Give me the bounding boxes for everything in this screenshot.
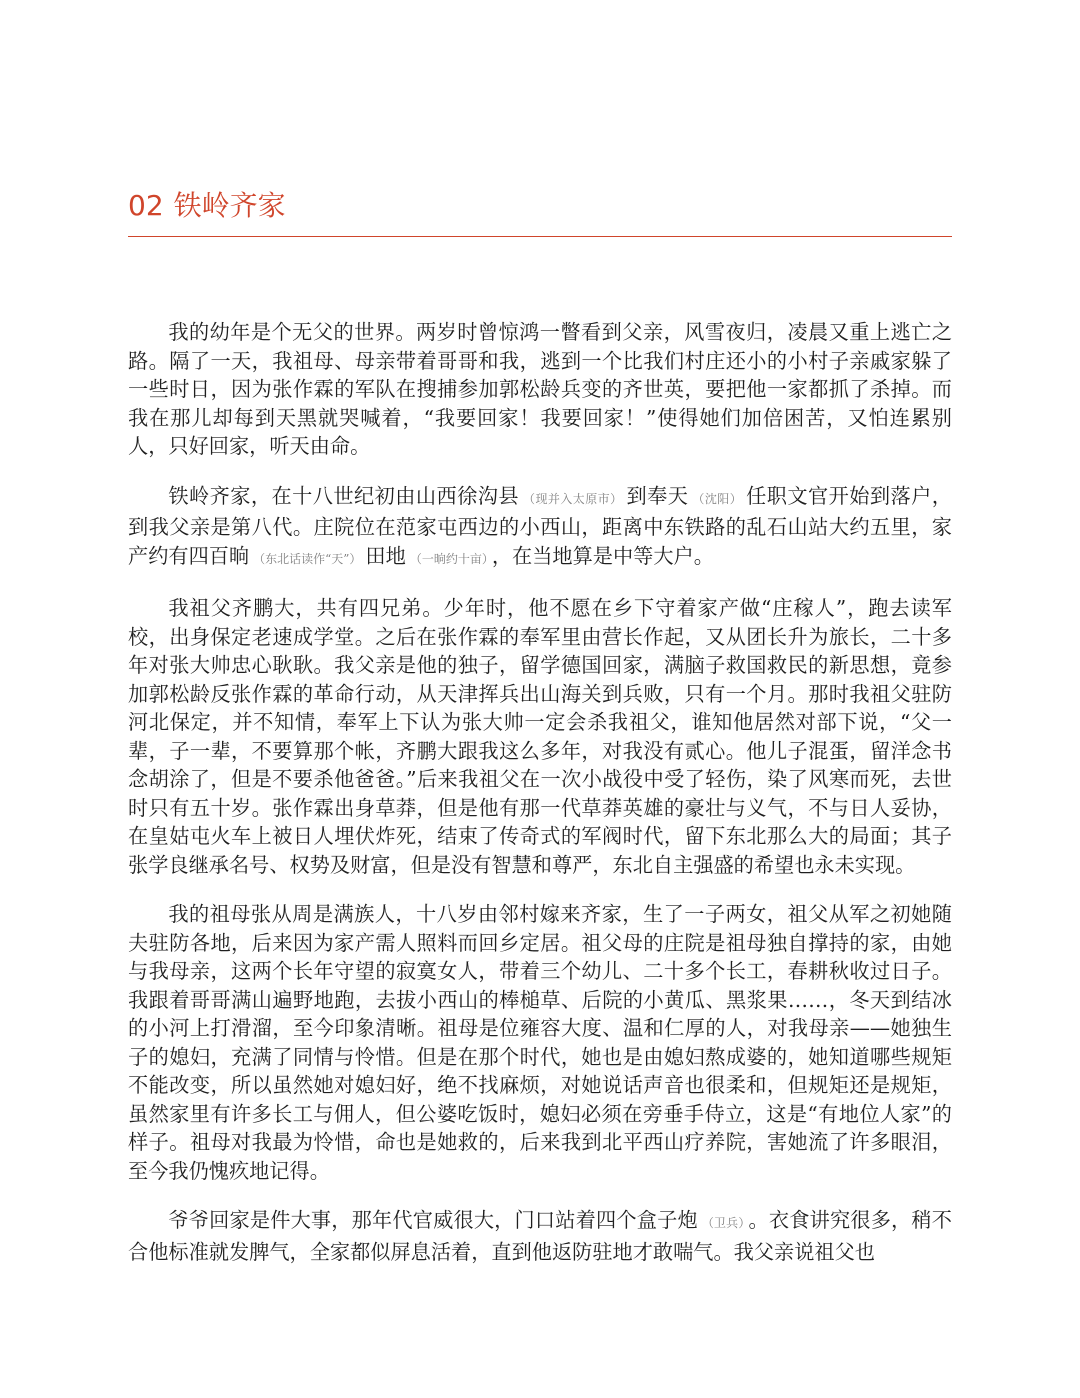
annotation-note: （一晌约十亩） [409, 551, 488, 566]
chapter-number: 02 [128, 189, 164, 222]
annotation-note: （沈阳） [692, 491, 743, 506]
annotation-note: （卫兵） [701, 1216, 745, 1230]
text-segment: 我祖父齐鹏大，共有四兄弟。少年时，他不愿在乡下守着家产做“庄稼人”，跑去读军校，出身保定老速成学堂。之后在张作霖的奉军里由营长作起，又从团长升为旅长，二十多年对张大帅忠心耿耿。我父亲是他的独子，留学德国回家，满脑子救国救民的新思想，竟参加郭松龄反张作霖的革命行动，从天津挥兵出山海关到兵败，只有一个月。那时我祖父驻防河北保定，并不知情，奉军上下认为张大帅一定会杀我祖父，谁知他居然对部下说，“父一辈，子一辈，不要算那个帐，齐鹏大跟我这么多年，对我没有贰心。他儿子混蛋，留洋念书念胡涂了，但是不要杀他爸爸。”后来我祖父在一次小战役中受了轻伤，染了风寒而死，去世时只有五十岁。张作霖出身草莽，但是他有那一代草莽英雄的豪壮与义气，不与日人妥协，在皇姑屯火车上被日人埋伏炸死，结束了传奇式的军阀时代，留下东北那么大的局面；其子张学良继承名号、权势及财富，但是没有智慧和尊严，东北自主强盛的希望也永未实现。 [128, 596, 952, 877]
title-divider [128, 236, 952, 237]
chapter-title [128, 186, 952, 226]
text-segment: 铁岭齐家，在十八世纪初由山西徐沟县 [168, 483, 520, 508]
paragraph [128, 318, 952, 461]
paragraph [128, 594, 952, 879]
paragraph [128, 482, 952, 574]
body-text [128, 318, 952, 1287]
text-segment: 我的幼年是个无父的世界。两岁时曾惊鸿一瞥看到父亲，风雪夜归，凌晨又重上逃亡之路。隔了一天，我祖母、母亲带着哥哥和我，逃到一个比我们村庄还小的小村子亲戚家躲了一些时日，因为张作霖的军队在搜捕参加郭松龄兵变的齐世英，要把他一家都抓了杀掉。而我在那儿却每到天黑就哭喊着，“我要回家！我要回家！”使得她们加倍困苦，又怕连累别人，只好回家，听天由命。 [128, 320, 952, 458]
chapter-title-text: 铁岭齐家 [173, 189, 286, 222]
text-segment: 到奉天 [626, 483, 689, 508]
chapter-header [128, 186, 952, 237]
text-segment: ，在当地算是中等大户。 [491, 543, 714, 568]
text-segment: 爷爷回家是件大事，那年代官威很大，门口站着四个盒子炮 [168, 1208, 698, 1232]
paragraph [128, 900, 952, 1185]
paragraph [128, 1206, 952, 1266]
text-segment: 田地 [365, 543, 406, 568]
text-segment: 我的祖母张从周是满族人，十八岁由邻村嫁来齐家，生了一子两女，祖父从军之初她随夫驻防各地，后来因为家产需人照料而回乡定居。祖父母的庄院是祖母独自撑持的家，由她与我母亲，这两个长年守望的寂寞女人，带着三个幼儿、二十多个长工，春耕秋收过日子。我跟着哥哥满山遍野地跑，去拔小西山的棒槌草、后院的小黄瓜、黑浆果……，冬天到结冰的小河上打滑溜，至今印象清晰。祖母是位雍容大度、温和仁厚的人，对我母亲——她独生子的媳妇，充满了同情与怜惜。但是在那个时代，她也是由媳妇熬成婆的，她知道哪些规矩不能改变，所以虽然她对媳妇好，绝不找麻烦，对她说话声音也很柔和，但规矩还是规矩，虽然家里有许多长工与佣人，但公婆吃饭时，媳妇必须在旁垂手侍立，这是“有地位人家”的样子。祖母对我最为怜惜，命也是她救的，后来我到北平西山疗养院，害她流了许多眼泪，至今我仍愧疚地记得。 [128, 902, 952, 1183]
annotation-note: （东北话读作“天”） [253, 551, 362, 566]
text-segment: 。衣食讲究很多，稍不合他标准就发脾气，全家都似屏息活着，直到他返防驻地才敢喘气。我父亲说祖父也 [128, 1208, 952, 1264]
annotation-note: （现并入太原市） [523, 491, 623, 506]
text-segment: 任职文官开始到落户，到我父亲是第八代。庄院位在范家屯西边的小西山，距离中东铁路的乱石山站大约五里，家产约有四百晌 [128, 483, 952, 568]
